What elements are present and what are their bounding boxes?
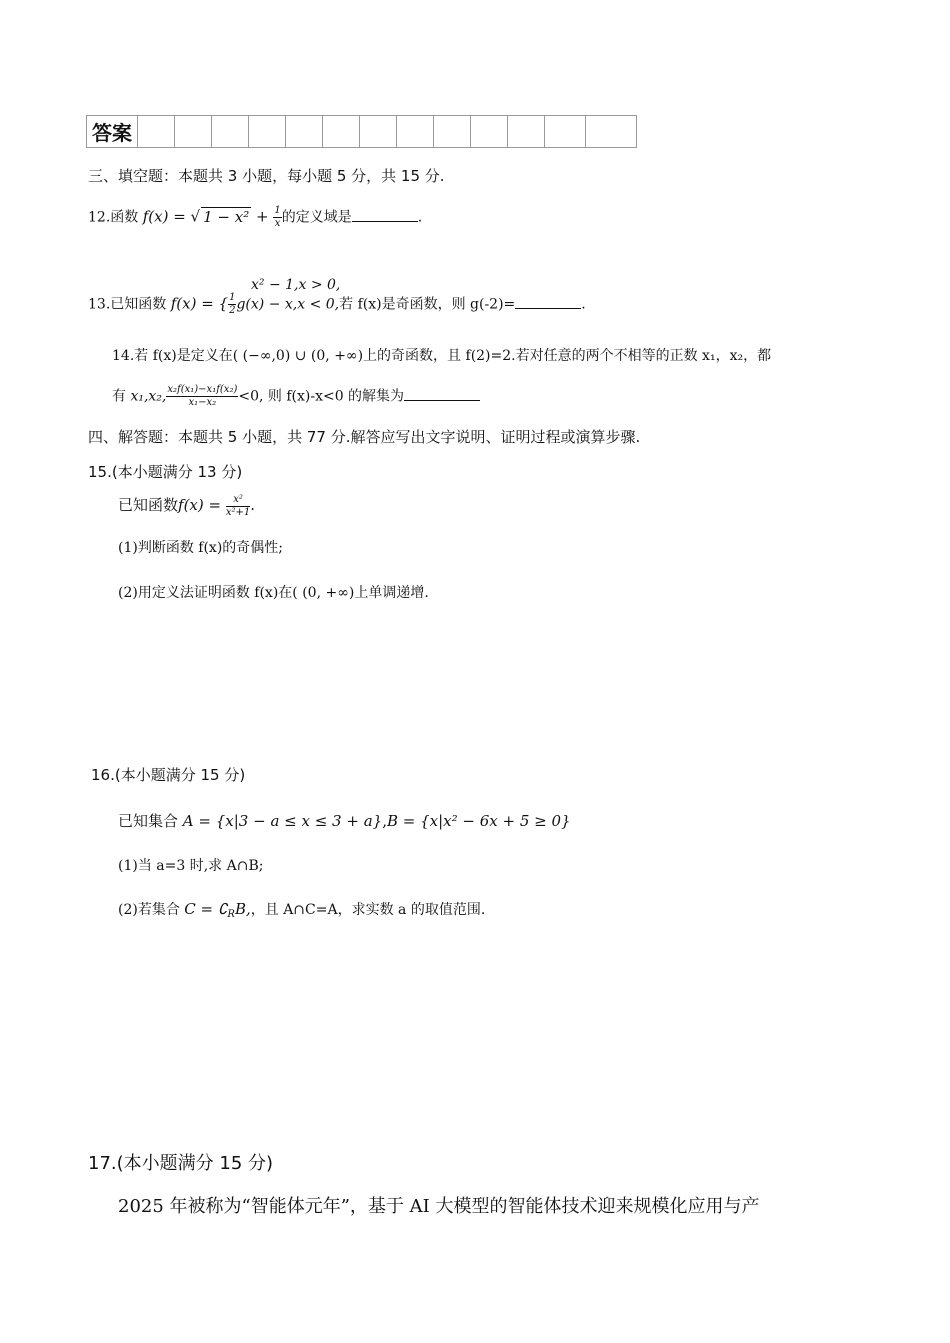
q14-pre2: 有: [112, 388, 131, 405]
q12-end: .: [417, 209, 423, 226]
q16-stem: [118, 810, 571, 831]
q14-post2: <0, 则 f(x)-x<0 的解集为: [238, 388, 405, 405]
question-13: [88, 293, 586, 316]
q14-frac-num: x₂f(x₁)−x₁f(x₂): [167, 384, 238, 395]
q12-plus: +: [251, 207, 274, 226]
q16-title: 16.(本小题满分 15 分): [91, 766, 246, 784]
q17-title: 17.(本小题满分 15 分): [88, 1153, 274, 1174]
q12-frac-den: x: [274, 218, 281, 229]
answer-cell[interactable]: [434, 116, 471, 148]
answer-cell[interactable]: [397, 116, 434, 148]
q15-title: 15.(本小题满分 13 分): [88, 463, 243, 481]
q12-answer-blank[interactable]: [352, 221, 418, 222]
q16-part2-math: C = ∁: [184, 900, 228, 918]
answer-table: [86, 115, 637, 148]
q13-case2: g(x) − x,x < 0,: [236, 296, 340, 313]
q13-end: .: [581, 296, 586, 313]
q15-frac-den: x²+1: [225, 506, 251, 518]
q15-fx: f(x) =: [178, 496, 226, 514]
q16-part2-sub: R: [227, 909, 235, 920]
answer-cell[interactable]: [138, 116, 175, 148]
q16-part2-pre: (2)若集合: [118, 902, 180, 918]
q16-part2-post: ，且 A∩C=A，求实数 a 的取值范围.: [250, 902, 486, 918]
answer-cell[interactable]: [545, 116, 586, 148]
q15-part2: (2)用定义法证明函数 f(x)在( (0, +∞)上单调递增.: [118, 585, 429, 601]
answer-cell[interactable]: [286, 116, 323, 148]
q14-line1: 14.若 f(x)是定义在( (−∞,0) ∪ (0, +∞)上的奇函数，且 f(2)=2.若对任意的两个不相等的正数 x₁，x₂，都: [112, 348, 772, 364]
q16-part1: (1)当 a=3 时,求 A∩B;: [118, 858, 264, 874]
q13-case2-frac-den: 2: [229, 305, 236, 316]
q15-frac-num: x²: [226, 495, 250, 507]
q12-frac-num: 1: [274, 205, 281, 216]
q16-comma: ,: [382, 812, 387, 830]
answer-table-head: 答案: [87, 116, 138, 148]
q13-pre: 已知函数: [110, 296, 167, 313]
q13-number: 13.: [88, 296, 111, 313]
answer-cell[interactable]: [360, 116, 397, 148]
section4-title: 四、解答题：本题共 5 小题，共 77 分.解答应写出文字说明、证明过程或演算步骤.: [88, 428, 641, 446]
answer-cell[interactable]: [471, 116, 508, 148]
q16-part2-b: B,: [234, 900, 251, 918]
q14-answer-blank[interactable]: [404, 400, 480, 401]
q16-part2: [118, 899, 485, 920]
q13-case2-frac-num: 1: [229, 292, 236, 303]
q16-stem-pre: 已知集合: [118, 812, 179, 830]
q13-case1: x² − 1,x > 0,: [251, 277, 341, 293]
section3-title: 三、填空题：本题共 3 小题，每小题 5 分，共 15 分.: [88, 167, 445, 185]
q12-post: 的定义域是: [281, 209, 352, 226]
answer-cell[interactable]: [508, 116, 545, 148]
question-12: 12.函数 f(x) = √ 1 − x² + $\frac{1}{x}$ 的定义域是 .: [88, 205, 423, 229]
answer-cell[interactable]: [586, 116, 637, 148]
q14-vars: x₁,x₂,: [130, 388, 167, 405]
q15-pre: 已知函数: [118, 496, 179, 514]
q12-pre: 函数: [110, 209, 139, 226]
q17-stem: 2025 年被称为“智能体元年”，基于 AI 大模型的智能体技术迎来规模化应用与产: [118, 1196, 760, 1217]
answer-cell[interactable]: [323, 116, 360, 148]
answer-cell[interactable]: [212, 116, 249, 148]
question-14-line2: [112, 385, 480, 408]
q12-sqrt-body: 1 − x²: [203, 207, 250, 226]
q13-answer-blank[interactable]: [515, 308, 581, 309]
q14-frac-den: x₁−x₂: [188, 397, 217, 408]
q16-set-a: A = {x|3 − a ≤ x ≤ 3 + a}: [182, 812, 383, 830]
q12-fx: f(x) =: [142, 207, 191, 226]
q13-fx: f(x) = {: [170, 294, 229, 313]
q15-part1: (1)判断函数 f(x)的奇偶性;: [118, 540, 283, 556]
answer-cell[interactable]: [249, 116, 286, 148]
q16-set-b: B = {x|x² − 6x + 5 ≥ 0}: [386, 812, 571, 830]
q15-end: .: [250, 496, 256, 514]
q13-post: 若 f(x)是奇函数，则 g(-2)=: [339, 296, 516, 313]
answer-cell[interactable]: [175, 116, 212, 148]
q12-number: 12.: [88, 209, 111, 226]
q15-stem: [118, 494, 255, 518]
